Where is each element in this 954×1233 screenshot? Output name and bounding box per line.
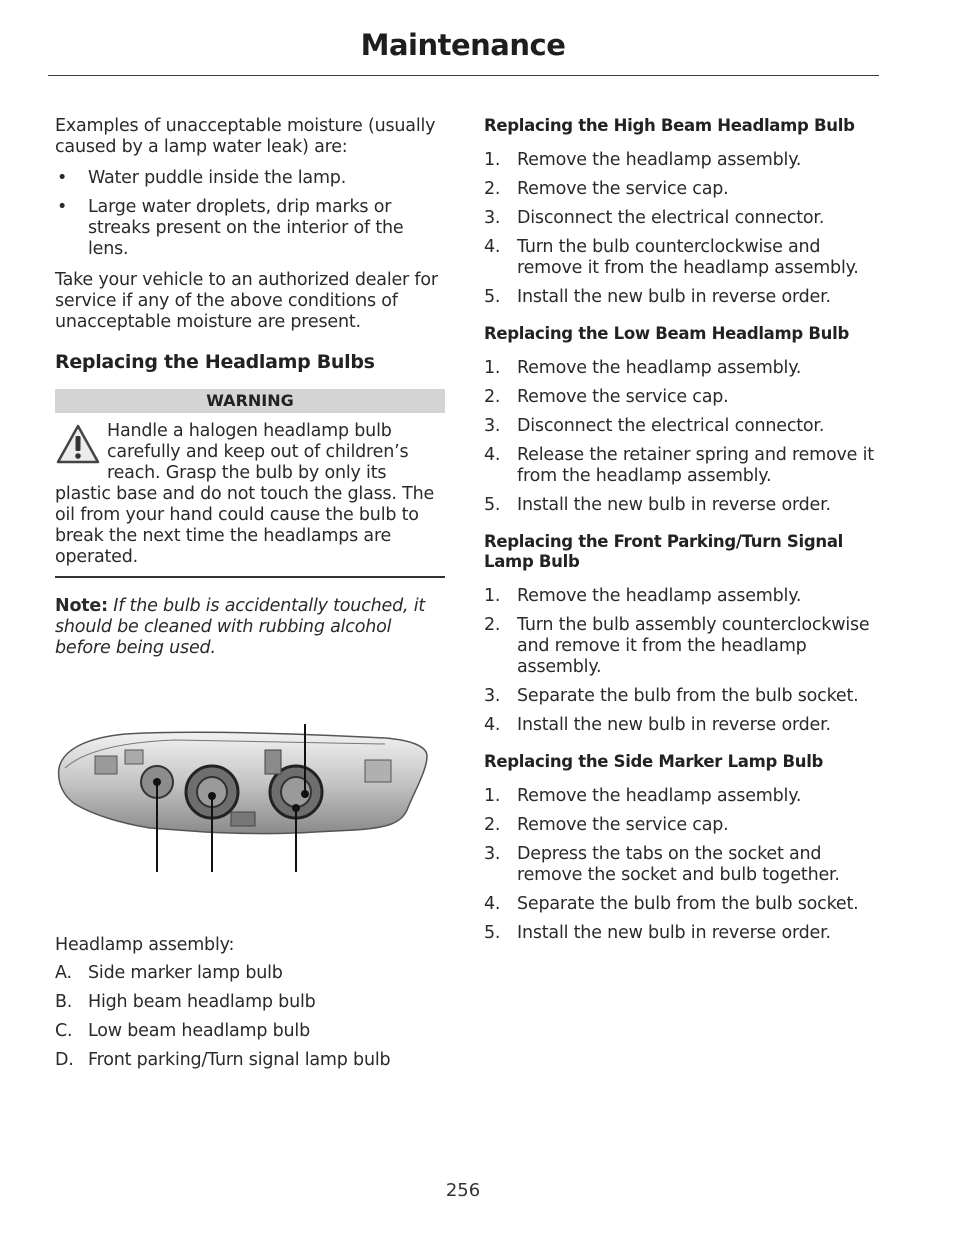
section-heading-high-beam: Replacing the High Beam Headlamp Bulb	[484, 116, 855, 135]
warning-text: Handle a halogen headlamp bulb carefully and keep out of children’s reach. Grasp the bulb by only its plastic base and do not touch the glass. The oil from your hand could cause the bulb to break the next time the headlamps are operated.	[55, 421, 435, 567]
legend-text: Side marker lamp bulb	[88, 963, 283, 983]
list-item	[484, 894, 876, 915]
step-number: 5.	[484, 495, 501, 515]
step-number: 5.	[484, 923, 501, 943]
step-number: 1.	[484, 786, 501, 806]
dealer-paragraph: Take your vehicle to an authorized dealer for service if any of the above conditions of unacceptable moisture are present.	[55, 270, 438, 332]
list-item	[484, 686, 876, 707]
low-beam-steps	[484, 358, 876, 516]
page-title: Maintenance	[360, 28, 566, 62]
list-item-text: Large water droplets, drip marks or streaks present on the interior of the lens.	[88, 197, 404, 259]
list-item	[484, 237, 876, 279]
list-item	[484, 416, 876, 437]
section-heading-low-beam: Replacing the Low Beam Headlamp Bulb	[484, 324, 849, 343]
list-item	[55, 168, 445, 189]
list-item	[484, 715, 876, 736]
warning-box	[55, 421, 445, 568]
step-text: Disconnect the electrical connector.	[517, 208, 825, 228]
step-text: Remove the headlamp assembly.	[517, 150, 802, 170]
step-text: Depress the tabs on the socket and remove the socket and bulb together.	[517, 844, 840, 885]
list-item	[484, 844, 876, 886]
bullet-marker: •	[57, 197, 68, 217]
legend-text: Low beam headlamp bulb	[88, 1021, 310, 1041]
step-number: 3.	[484, 844, 501, 864]
section-heading-front-parking: Replacing the Front Parking/Turn Signal Lamp Bulb	[484, 532, 844, 571]
step-number: 2.	[484, 615, 501, 635]
section-heading-side-marker: Replacing the Side Marker Lamp Bulb	[484, 752, 824, 771]
step-text: Remove the service cap.	[517, 815, 729, 835]
headlamp-assembly-figure	[55, 720, 445, 880]
moisture-bullet-list	[55, 168, 445, 260]
list-item	[484, 445, 876, 487]
legend-key: D.	[55, 1050, 74, 1070]
step-text: Remove the headlamp assembly.	[517, 786, 802, 806]
list-item	[484, 150, 876, 171]
list-item	[484, 586, 876, 607]
side-marker-steps	[484, 786, 876, 944]
list-item	[484, 495, 876, 516]
legend-text: Front parking/Turn signal lamp bulb	[88, 1050, 391, 1070]
step-text: Separate the bulb from the bulb socket.	[517, 894, 859, 914]
step-number: 1.	[484, 150, 501, 170]
step-number: 2.	[484, 179, 501, 199]
step-text: Separate the bulb from the bulb socket.	[517, 686, 859, 706]
step-text: Release the retainer spring and remove it from the headlamp assembly.	[517, 445, 874, 486]
list-item	[484, 815, 876, 836]
step-text: Disconnect the electrical connector.	[517, 416, 825, 436]
step-number: 3.	[484, 208, 501, 228]
note-paragraph	[55, 596, 445, 659]
step-number: 1.	[484, 358, 501, 378]
step-number: 4.	[484, 237, 501, 257]
step-text: Remove the headlamp assembly.	[517, 586, 802, 606]
list-item	[55, 1050, 445, 1071]
left-column	[55, 116, 445, 669]
legend-title: Headlamp assembly:	[55, 935, 235, 955]
step-number: 4.	[484, 894, 501, 914]
step-text: Remove the service cap.	[517, 179, 729, 199]
note-label: Note:	[55, 596, 108, 616]
legend-key: B.	[55, 992, 73, 1012]
step-text: Remove the service cap.	[517, 387, 729, 407]
title-divider	[48, 75, 879, 76]
step-number: 3.	[484, 686, 501, 706]
step-number: 3.	[484, 416, 501, 436]
legend-key: C.	[55, 1021, 73, 1041]
moisture-intro: Examples of unacceptable moisture (usually caused by a lamp water leak) are:	[55, 116, 436, 157]
list-item	[484, 287, 876, 308]
warning-triangle-icon	[55, 423, 101, 465]
warning-label: WARNING	[55, 389, 445, 413]
list-item	[55, 197, 445, 260]
legend-key: A.	[55, 963, 72, 983]
legend-list	[55, 963, 445, 1071]
list-item	[484, 786, 876, 807]
step-number: 4.	[484, 715, 501, 735]
step-text: Install the new bulb in reverse order.	[517, 287, 831, 307]
legend-block	[55, 935, 445, 1081]
right-column	[484, 116, 876, 954]
page-number: 256	[445, 1180, 481, 1201]
list-item	[484, 387, 876, 408]
list-item	[484, 615, 876, 678]
list-item	[484, 358, 876, 379]
list-item	[484, 179, 876, 200]
step-number: 5.	[484, 287, 501, 307]
list-item-text: Water puddle inside the lamp.	[88, 168, 347, 188]
step-text: Install the new bulb in reverse order.	[517, 495, 831, 515]
step-number: 2.	[484, 387, 501, 407]
headlamp-illustration	[55, 720, 445, 880]
warning-divider	[55, 576, 445, 578]
step-text: Turn the bulb assembly counterclockwise and remove it from the headlamp assembly.	[517, 615, 870, 677]
step-text: Install the new bulb in reverse order.	[517, 923, 831, 943]
high-beam-steps	[484, 150, 876, 308]
list-item	[55, 992, 445, 1013]
section-heading-headlamp-bulbs: Replacing the Headlamp Bulbs	[55, 351, 375, 373]
step-number: 1.	[484, 586, 501, 606]
list-item	[484, 923, 876, 944]
note-text: If the bulb is accidentally touched, it should be cleaned with rubbing alcohol before being used.	[55, 596, 426, 658]
step-text: Remove the headlamp assembly.	[517, 358, 802, 378]
list-item	[484, 208, 876, 229]
step-text: Install the new bulb in reverse order.	[517, 715, 831, 735]
list-item	[55, 1021, 445, 1042]
list-item	[55, 963, 445, 984]
step-number: 2.	[484, 815, 501, 835]
step-text: Turn the bulb counterclockwise and remove it from the headlamp assembly.	[517, 237, 859, 278]
step-number: 4.	[484, 445, 501, 465]
front-parking-steps	[484, 586, 876, 736]
legend-text: High beam headlamp bulb	[88, 992, 316, 1012]
bullet-marker: •	[57, 168, 68, 188]
